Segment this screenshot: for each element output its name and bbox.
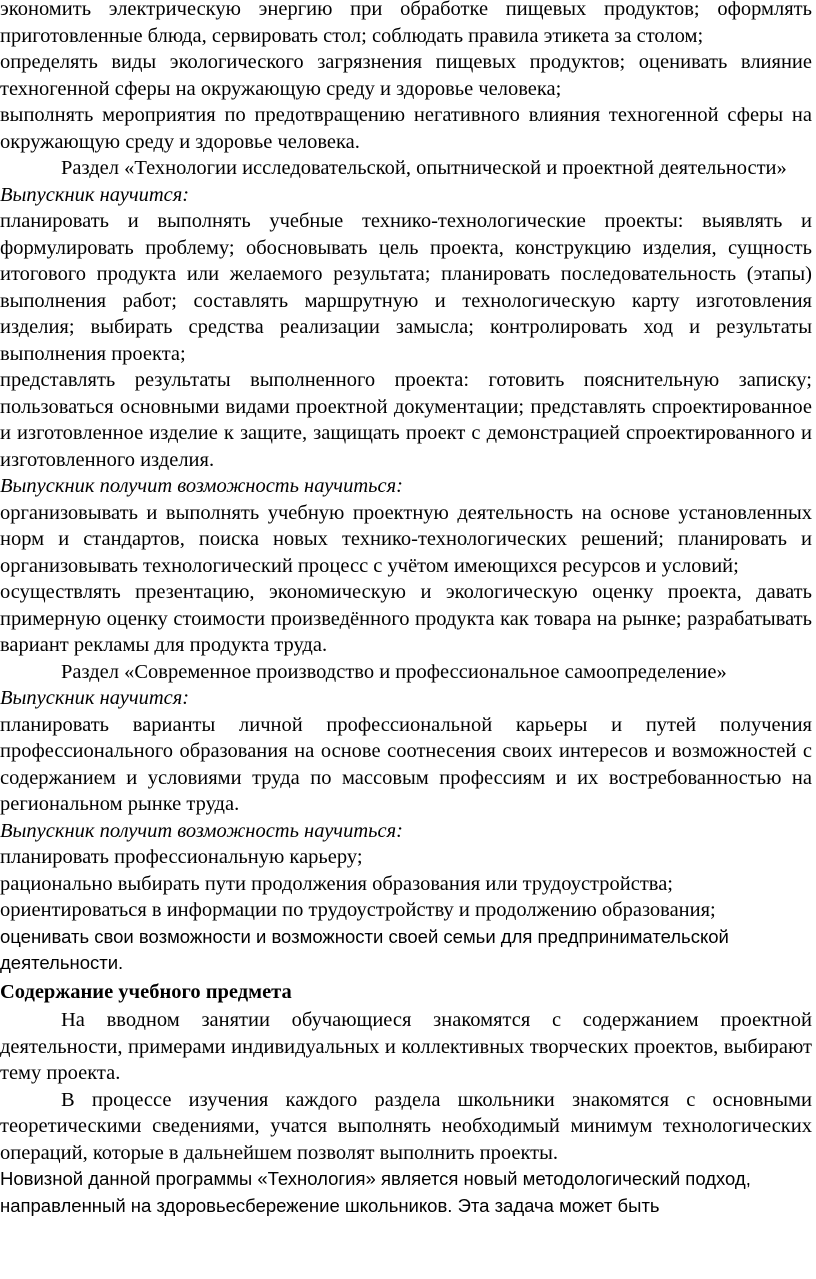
paragraph-program-novelty: Новизной данной программы «Технология» является новый методологический подход, направленный на здоровьесбережение школьников. Эта задача может быть [0, 1168, 751, 1216]
paragraph-employment-information: ориентироваться в информации по трудоустройству и продолжению образования; [0, 899, 716, 921]
paragraph-plan-projects: планировать и выполнять учебные технико-технологические проекты: выявлять и формулировать проблему; обосновывать цель проекта, конструкцию изделия, сущность итогового продукта или желаемого результата; планировать последовательность (этапы) выполнения работ; составлять маршрутную и технологическую карту изготовления изделия; выбирать средства реализации замысла; контролировать ход и результаты выполнения проекта; [0, 210, 812, 365]
paragraph-entrepreneurship: оценивать свои возможности и возможности своей семьи для предпринимательской деятельности. [0, 925, 729, 973]
paragraph-introductory-lesson: На вводном занятии обучающиеся знакомятся с содержанием проектной деятельности, примерами индивидуальных и коллективных творческих проектов, выбирают тему проекта. [0, 1009, 812, 1084]
label-graduate-may-learn: Выпускник получит возможность научиться: [0, 819, 403, 842]
section-title-research-technologies: Раздел «Технологии исследовательской, опытнической и проектной деятельности» [61, 157, 787, 179]
label-graduate-will-learn: Выпускник научится: [0, 183, 190, 206]
paragraph-learning-process: В процессе изучения каждого раздела школьники знакомятся с основными теоретическими сведениями, учатся выполнять необходимый минимум технологических операций, которые в дальнейшем позволят выполнить проекты. [0, 1088, 812, 1164]
label-graduate-may-learn: Выпускник получит возможность научиться: [0, 475, 403, 497]
paragraph-career-planning: планировать варианты личной профессиональной карьеры и путей получения профессионального образования на основе соотнесения своих интересов и возможностей с содержанием и условиями труда по массовым профессиям и их востребованностью на региональном рынке труда. [0, 713, 812, 815]
label-graduate-will-learn: Выпускник научится: [0, 687, 190, 709]
section-title-modern-production: Раздел «Современное производство и профессиональное самоопределение» [61, 660, 727, 683]
heading-subject-content: Содержание учебного предмета [0, 980, 292, 1003]
paragraph-ecological-pollution: определять виды экологического загрязнения пищевых продуктов; оценивать влияние техногенной сферы на окружающую среду и здоровье человека; [0, 51, 812, 100]
paragraph-choose-education-path: рационально выбирать пути продолжения образования или трудоустройства; [0, 872, 673, 895]
paragraph-organize-projects: организовывать и выполнять учебную проектную деятельность на основе установленных норм и стандартов, поиска новых технико-технологических решений; планировать и организовывать технологический процесс с учётом имеющихся ресурсов и условий; [0, 501, 812, 577]
paragraph-energy-saving: экономить электрическую энергию при обработке пищевых продуктов; оформлять приготовленные блюда, сервировать стол; соблюдать правила этикета за столом; [0, 0, 812, 47]
paragraph-present-results: представлять результаты выполненного проекта: готовить пояснительную записку; пользоваться основными видами проектной документации; представлять спроектированное и изготовленное изделие к защите, защищать проект с демонстрацией спроектированного и изготовленного изделия. [0, 369, 812, 471]
paragraph-technogenic-measures: выполнять мероприятия по предотвращению негативного влияния техногенной сферы на окружающую среду и здоровье человека. [0, 104, 812, 153]
paragraph-plan-career: планировать профессиональную карьеру; [0, 846, 363, 868]
paragraph-project-presentation: осуществлять презентацию, экономическую и экологическую оценку проекта, давать примерную оценку стоимости произведённого продукта как товара на рынке; разрабатывать вариант рекламы для продукта труда. [0, 581, 812, 656]
